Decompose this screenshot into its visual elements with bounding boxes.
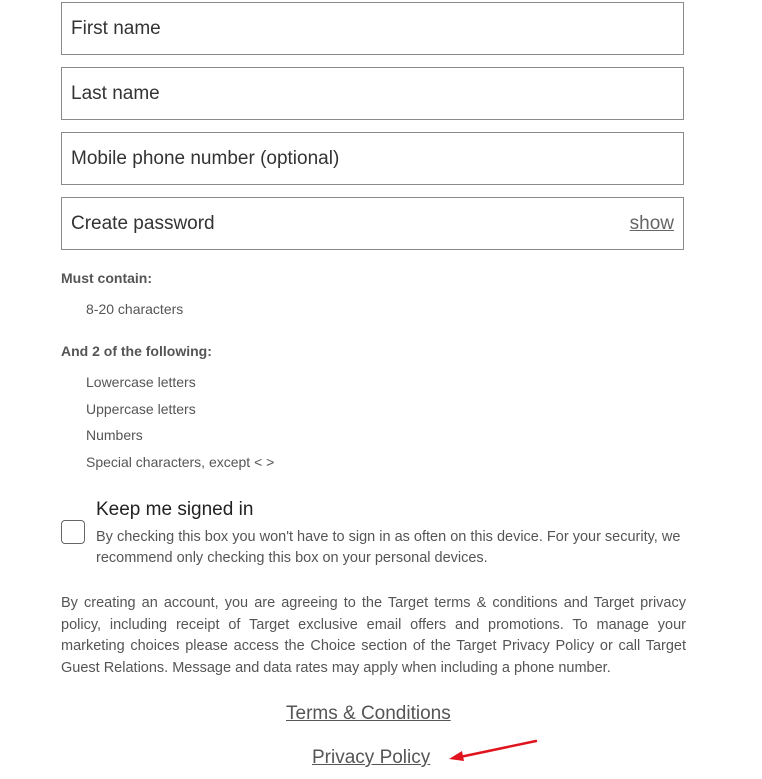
requirement-numbers: Numbers — [86, 427, 143, 443]
privacy-policy-link[interactable]: Privacy Policy — [312, 747, 431, 768]
password-input[interactable] — [62, 198, 683, 249]
first-name-input[interactable] — [62, 3, 683, 54]
last-name-field[interactable] — [61, 67, 684, 120]
must-contain-heading: Must contain: — [61, 270, 152, 286]
red-arrow-icon — [440, 738, 540, 762]
and-two-heading: And 2 of the following: — [61, 343, 212, 359]
phone-input[interactable] — [62, 133, 683, 184]
first-name-field[interactable] — [61, 2, 684, 55]
terms-conditions-link[interactable]: Terms & Conditions — [286, 703, 451, 724]
requirement-special: Special characters, except < > — [86, 454, 275, 470]
show-password-link[interactable]: show — [629, 213, 674, 234]
password-field[interactable] — [61, 197, 684, 250]
requirement-uppercase: Uppercase letters — [86, 401, 196, 417]
keep-signed-in-label[interactable]: Keep me signed in — [96, 499, 254, 520]
last-name-input[interactable] — [62, 68, 683, 119]
keep-signed-in-description: By checking this box you won't have to sign in as often on this device. For your security, we recommend only checking this box on your personal devices. — [96, 529, 681, 566]
requirement-lowercase: Lowercase letters — [86, 374, 196, 390]
legal-disclaimer: By creating an account, you are agreeing to the Target terms & conditions and Target privacy policy, including receipt of Target exclusive email offers and promotions. To manage your marketing choices please access the Choice section of the Target Privacy Policy or call Target Guest Relations. Message and data rates may apply when including a phone number. — [61, 595, 686, 676]
requirement-length: 8-20 characters — [86, 301, 184, 317]
keep-signed-in-checkbox[interactable] — [61, 520, 85, 544]
phone-field[interactable] — [61, 132, 684, 185]
